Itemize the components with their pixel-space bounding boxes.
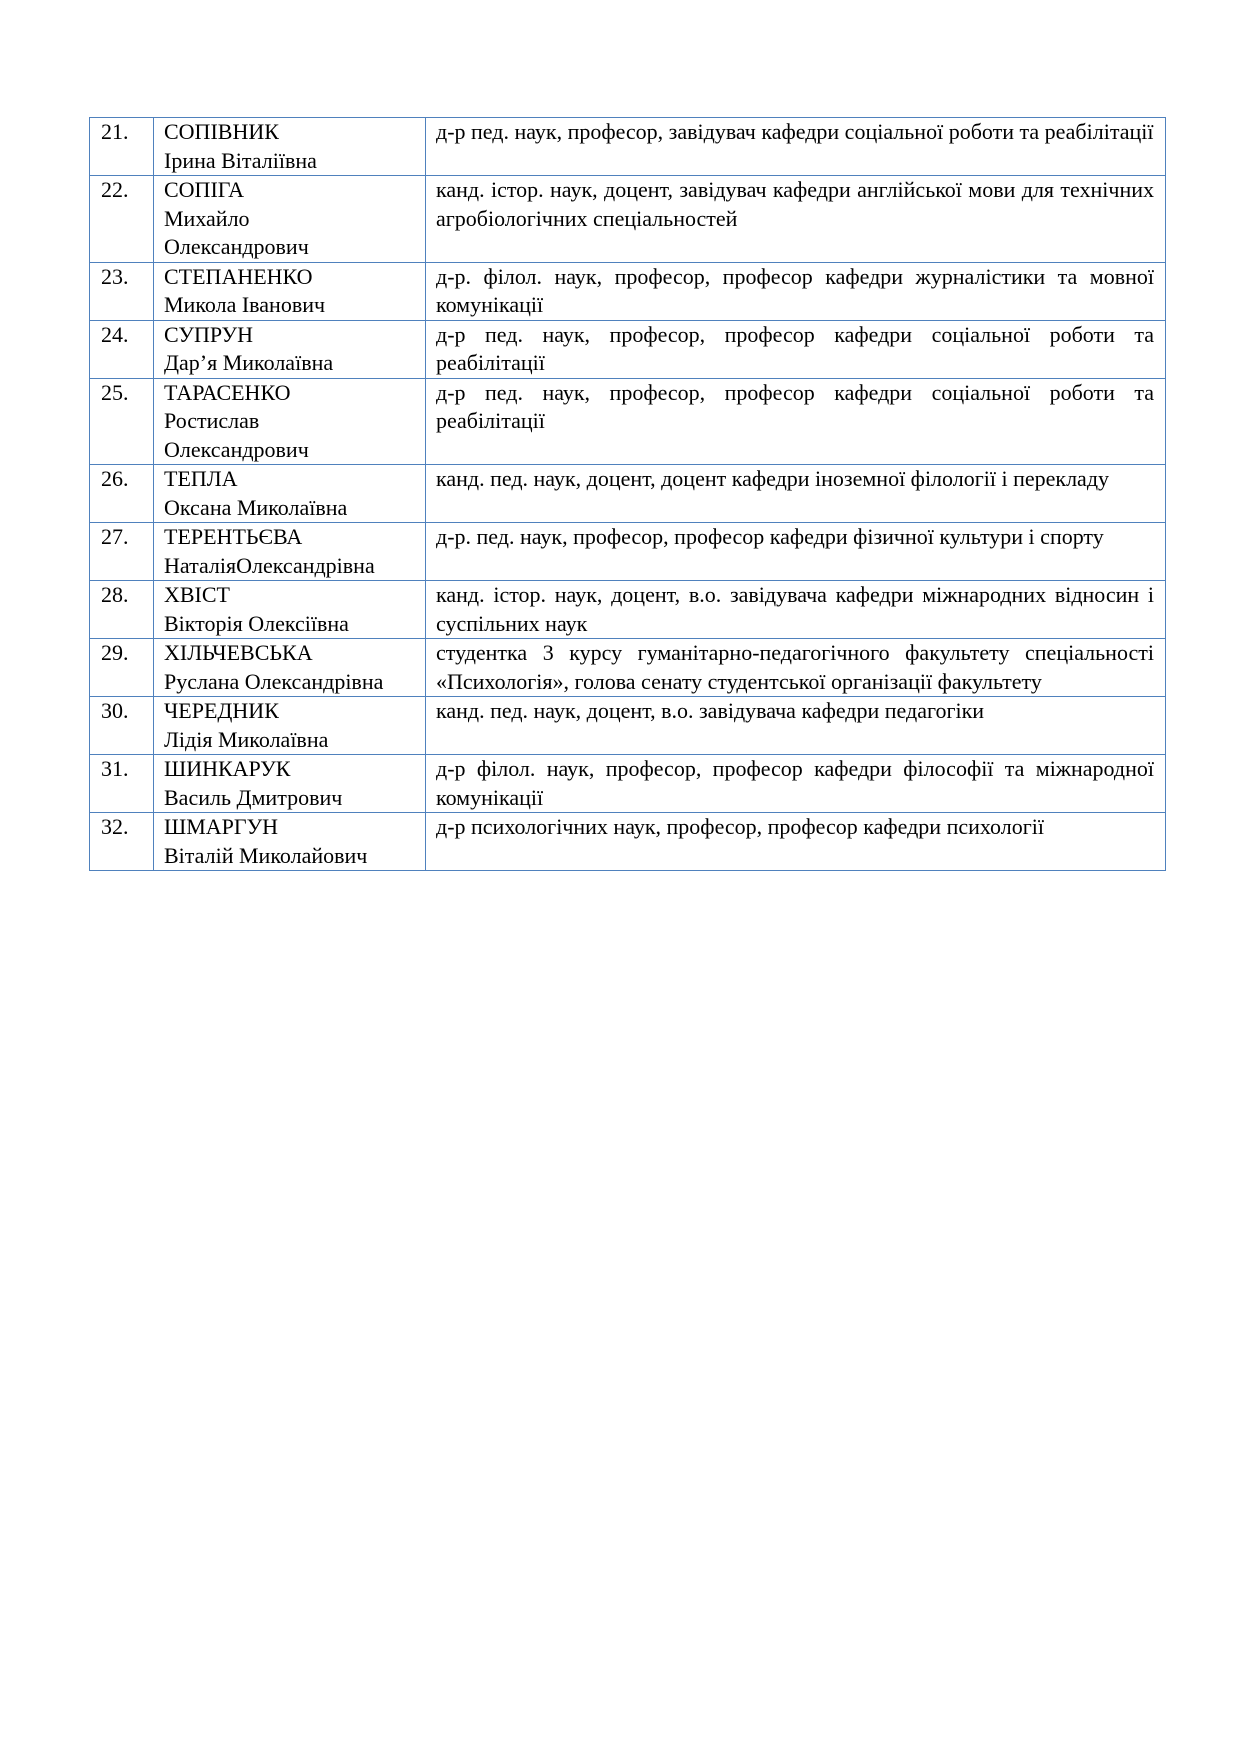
member-name bbox=[154, 697, 426, 755]
member-given-name: Оксана Миколаївна bbox=[164, 494, 348, 520]
member-name bbox=[154, 176, 426, 263]
member-given-name: НаталіяОлександрівна bbox=[164, 552, 375, 578]
member-name bbox=[154, 581, 426, 639]
row-number: 32. bbox=[90, 813, 154, 871]
document-page bbox=[89, 117, 1165, 871]
table-row bbox=[90, 523, 1166, 581]
member-given-name: Микола Іванович bbox=[164, 292, 326, 317]
member-surname: ХВІСТ bbox=[164, 582, 230, 607]
member-given-name: Ростислав Олександрович bbox=[164, 408, 309, 462]
member-name bbox=[154, 262, 426, 320]
member-position: д-р психологічних наук, професор, професор кафедри психології bbox=[426, 813, 1166, 871]
row-number: 30. bbox=[90, 697, 154, 755]
member-surname: СУПРУН bbox=[164, 321, 253, 347]
member-surname: СОПІГА bbox=[164, 177, 244, 202]
table-row bbox=[90, 465, 1166, 523]
row-number: 28. bbox=[90, 581, 154, 639]
table-row bbox=[90, 118, 1166, 176]
member-position: канд. пед. наук, доцент, доцент кафедри іноземної філології і перекладу bbox=[426, 465, 1166, 523]
member-given-name: Дар’я Миколаївна bbox=[164, 350, 334, 375]
row-number: 21. bbox=[90, 118, 154, 176]
member-surname: ТЕРЕНТЬЄВА bbox=[164, 524, 303, 549]
member-surname: ХІЛЬЧЕВСЬКА bbox=[164, 640, 313, 665]
member-position: канд. пед. наук, доцент, в.о. завідувача кафедри педагогіки bbox=[426, 697, 1166, 755]
member-surname: ТАРАСЕНКО bbox=[164, 379, 291, 405]
table-row bbox=[90, 697, 1166, 755]
member-given-name: Лідія Миколаївна bbox=[164, 726, 329, 752]
member-surname: ШМАРГУН bbox=[164, 814, 279, 839]
row-number: 29. bbox=[90, 639, 154, 697]
member-given-name: Руслана Олександрівна bbox=[164, 668, 384, 694]
member-position: студентка 3 курсу гуманітарно-педагогічного факультету спеціальності «Психологія», голова сенату студентської організації факультету bbox=[426, 639, 1166, 697]
table-row bbox=[90, 320, 1166, 378]
member-position: д-р пед. наук, професор, професор кафедри соціальної роботи та реабілітації bbox=[426, 378, 1166, 465]
table-row bbox=[90, 378, 1166, 465]
row-number: 22. bbox=[90, 176, 154, 263]
member-surname: ШИНКАРУК bbox=[164, 756, 291, 781]
table-row bbox=[90, 755, 1166, 813]
member-surname: СОПІВНИК bbox=[164, 119, 279, 144]
member-surname: СТЕПАНЕНКО bbox=[164, 263, 313, 289]
member-given-name: Ірина Віталіївна bbox=[164, 147, 317, 173]
row-number: 24. bbox=[90, 320, 154, 378]
member-name bbox=[154, 320, 426, 378]
member-name bbox=[154, 523, 426, 581]
member-name bbox=[154, 639, 426, 697]
row-number: 25. bbox=[90, 378, 154, 465]
member-surname: ТЕПЛА bbox=[164, 466, 238, 491]
member-given-name: Віталій Миколайович bbox=[164, 842, 368, 868]
member-position: канд. істор. наук, доцент, завідувач кафедри англійської мови для технічних агробіологічних спеціальностей bbox=[426, 176, 1166, 263]
member-position: д-р. пед. наук, професор, професор кафедри фізичної культури і спорту bbox=[426, 523, 1166, 581]
row-number: 27. bbox=[90, 523, 154, 581]
row-number: 23. bbox=[90, 262, 154, 320]
table-row bbox=[90, 639, 1166, 697]
table-row bbox=[90, 813, 1166, 871]
table-row bbox=[90, 262, 1166, 320]
member-name bbox=[154, 755, 426, 813]
row-number: 31. bbox=[90, 755, 154, 813]
member-surname: ЧЕРЕДНИК bbox=[164, 698, 279, 723]
member-name bbox=[154, 378, 426, 465]
member-position: д-р пед. наук, професор, завідувач кафедри соціальної роботи та реабілітації bbox=[426, 118, 1166, 176]
member-position: д-р філол. наук, професор, професор кафедри філософії та міжнародної комунікації bbox=[426, 755, 1166, 813]
row-number: 26. bbox=[90, 465, 154, 523]
table-row bbox=[90, 581, 1166, 639]
member-name bbox=[154, 465, 426, 523]
member-given-name: Вікторія Олексіївна bbox=[164, 610, 349, 636]
member-name bbox=[154, 813, 426, 871]
member-given-name: Михайло Олександрович bbox=[164, 205, 309, 259]
member-name bbox=[154, 118, 426, 176]
table-row bbox=[90, 176, 1166, 263]
member-given-name: Василь Дмитрович bbox=[164, 784, 343, 810]
member-position: канд. істор. наук, доцент, в.о. завідувача кафедри міжнародних відносин і суспільних наук bbox=[426, 581, 1166, 639]
members-table bbox=[89, 117, 1166, 871]
member-position: д-р пед. наук, професор, професор кафедри соціальної роботи та реабілітації bbox=[426, 320, 1166, 378]
member-position: д-р. філол. наук, професор, професор кафедри журналістики та мовної комунікації bbox=[426, 262, 1166, 320]
